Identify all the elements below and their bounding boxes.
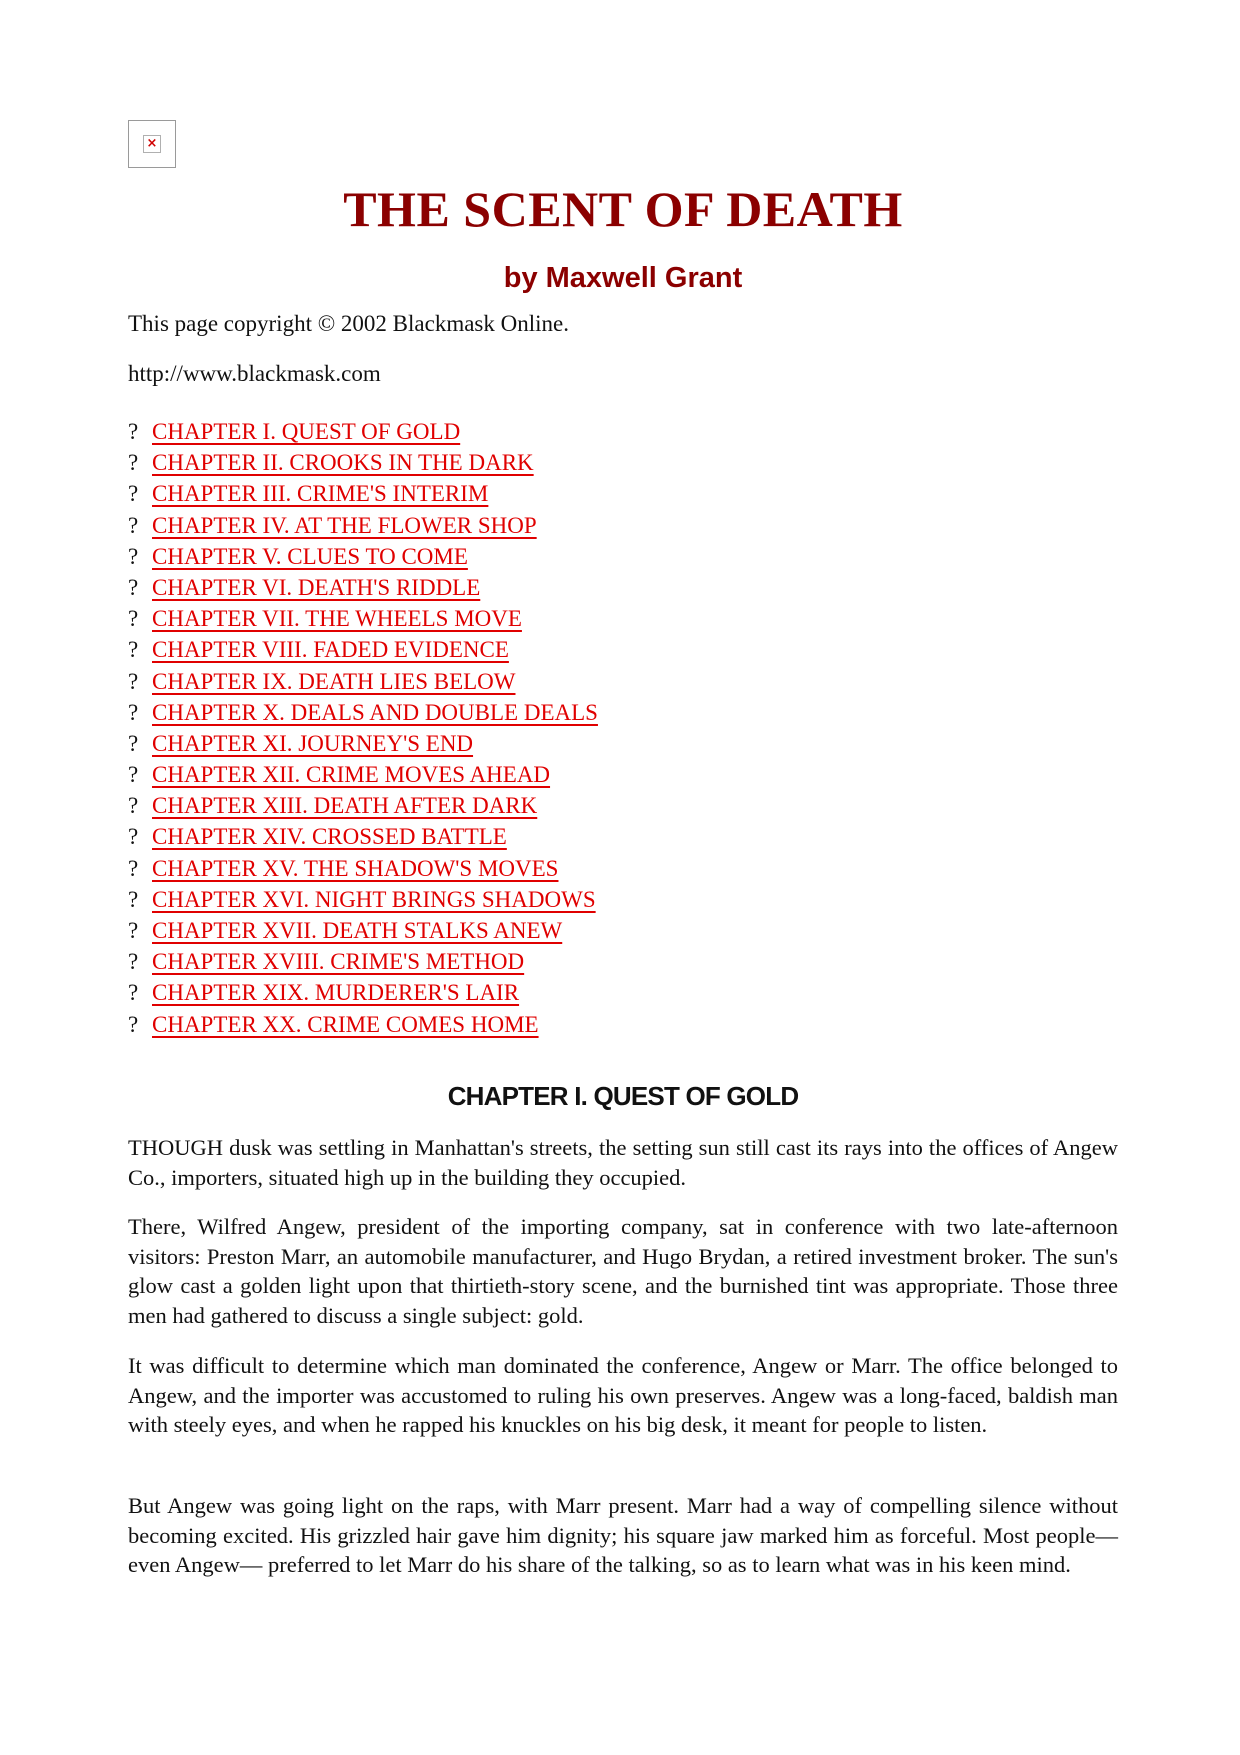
toc-link-chapter-1[interactable]: CHAPTER I. QUEST OF GOLD bbox=[152, 419, 461, 444]
toc-item bbox=[128, 791, 598, 822]
toc-item bbox=[128, 479, 598, 510]
toc-bullet: ? bbox=[128, 543, 139, 569]
toc-bullet: ? bbox=[128, 855, 139, 881]
toc-bullet: ? bbox=[128, 419, 139, 444]
book-author: by Maxwell Grant bbox=[503, 262, 743, 294]
toc-item bbox=[128, 1010, 598, 1041]
toc-bullet: ? bbox=[128, 793, 139, 819]
toc-item bbox=[128, 511, 598, 542]
toc-bullet: ? bbox=[128, 730, 139, 756]
toc-item bbox=[128, 885, 598, 916]
toc-bullet: ? bbox=[128, 606, 139, 632]
toc-link-chapter-18[interactable]: CHAPTER XVIII. CRIME'S METHOD bbox=[152, 949, 525, 975]
body-paragraph: It was difficult to determine which man dominated the conference, Angew or Marr. The office belonged to Angew, and the importer was accustomed to ruling his own preserves. Angew was a long-faced, baldish man with steely eyes, and when he rapped his knuckles on his big desk, it meant for people to listen. bbox=[128, 1353, 1118, 1437]
toc-link-chapter-2[interactable]: CHAPTER II. CROOKS IN THE DARK bbox=[152, 450, 534, 476]
toc-bullet: ? bbox=[128, 699, 139, 725]
toc-item bbox=[128, 978, 598, 1009]
toc-link-chapter-20[interactable]: CHAPTER XX. CRIME COMES HOME bbox=[152, 1011, 539, 1037]
toc-bullet: ? bbox=[128, 512, 139, 538]
toc-link-chapter-8[interactable]: CHAPTER VIII. FADED EVIDENCE bbox=[152, 637, 509, 663]
toc-item bbox=[128, 448, 598, 479]
body-paragraph: THOUGH dusk was settling in Manhattan's streets, the setting sun still cast its rays into the offices of Angew Co., importers, situated high up in the building they occupied. bbox=[128, 1135, 1118, 1190]
toc-link-chapter-13[interactable]: CHAPTER XIII. DEATH AFTER DARK bbox=[152, 793, 538, 819]
toc-link-chapter-19[interactable]: CHAPTER XIX. MURDERER'S LAIR bbox=[152, 980, 520, 1006]
broken-image-x-icon: × bbox=[143, 135, 161, 153]
toc-link-chapter-15[interactable]: CHAPTER XV. THE SHADOW'S MOVES bbox=[152, 855, 559, 881]
chapter-heading: CHAPTER I. QUEST OF GOLD bbox=[447, 1081, 799, 1111]
toc-bullet: ? bbox=[128, 886, 139, 912]
toc-link-chapter-11[interactable]: CHAPTER XI. JOURNEY'S END bbox=[152, 730, 474, 756]
toc-item bbox=[128, 542, 598, 573]
toc-item bbox=[128, 916, 598, 947]
toc-link-chapter-9[interactable]: CHAPTER IX. DEATH LIES BELOW bbox=[152, 668, 516, 694]
toc-bullet: ? bbox=[128, 980, 139, 1006]
toc-link-chapter-5[interactable]: CHAPTER V. CLUES TO COME bbox=[152, 543, 468, 569]
toc-bullet: ? bbox=[128, 481, 139, 507]
toc-bullet: ? bbox=[128, 450, 139, 476]
toc-link-chapter-16[interactable]: CHAPTER XVI. NIGHT BRINGS SHADOWS bbox=[152, 886, 596, 912]
copyright-notice: This page copyright © 2002 Blackmask Online. bbox=[128, 311, 569, 336]
toc-bullet: ? bbox=[128, 949, 139, 975]
broken-image-icon bbox=[128, 120, 176, 168]
toc-link-chapter-7[interactable]: CHAPTER VII. THE WHEELS MOVE bbox=[152, 606, 522, 632]
body-paragraph: There, Wilfred Angew, president of the importing company, sat in conference with two late-afternoon visitors: Preston Marr, an automobile manufacturer, and Hugo Brydan, a retired investment broker. The sun's glow cast a golden light upon that thirtieth-story scene, and the burnished tint was appropriate. Those three men had gathered to discuss a single subject: gold. bbox=[128, 1214, 1118, 1328]
toc-bullet: ? bbox=[128, 824, 139, 850]
book-title: THE SCENT OF DEATH bbox=[343, 181, 903, 237]
toc-link-chapter-4[interactable]: CHAPTER IV. AT THE FLOWER SHOP bbox=[152, 512, 537, 538]
toc-item bbox=[128, 854, 598, 885]
toc-item bbox=[128, 573, 598, 604]
toc-item bbox=[128, 947, 598, 978]
site-url: http://www.blackmask.com bbox=[128, 361, 381, 386]
toc-bullet: ? bbox=[128, 668, 139, 694]
toc-link-chapter-10[interactable]: CHAPTER X. DEALS AND DOUBLE DEALS bbox=[152, 699, 598, 725]
toc-item bbox=[128, 822, 598, 853]
toc-link-chapter-12[interactable]: CHAPTER XII. CRIME MOVES AHEAD bbox=[152, 762, 551, 788]
toc-link-chapter-6[interactable]: CHAPTER VI. DEATH'S RIDDLE bbox=[152, 574, 481, 600]
toc-item bbox=[128, 729, 598, 760]
toc-link-chapter-17[interactable]: CHAPTER XVII. DEATH STALKS ANEW bbox=[152, 918, 563, 943]
toc-link-chapter-3[interactable]: CHAPTER III. CRIME'S INTERIM bbox=[152, 481, 489, 507]
toc-item bbox=[128, 417, 598, 448]
toc-bullet: ? bbox=[128, 637, 139, 663]
toc-item bbox=[128, 667, 598, 698]
body-paragraph: But Angew was going light on the raps, with Marr present. Marr had a way of compelling silence without becoming excited. His grizzled hair gave him dignity; his square jaw marked him as forceful. Most people—even Angew— preferred to let Marr do his share of the talking, so as to learn what was in his keen mind. bbox=[128, 1493, 1118, 1577]
toc-bullet: ? bbox=[128, 1011, 139, 1037]
toc-item bbox=[128, 604, 598, 635]
toc-item bbox=[128, 635, 598, 666]
toc-bullet: ? bbox=[128, 574, 139, 600]
table-of-contents bbox=[128, 417, 598, 1041]
toc-bullet: ? bbox=[128, 918, 139, 943]
toc-bullet: ? bbox=[128, 762, 139, 788]
toc-item bbox=[128, 760, 598, 791]
toc-link-chapter-14[interactable]: CHAPTER XIV. CROSSED BATTLE bbox=[152, 824, 507, 850]
toc-item bbox=[128, 698, 598, 729]
